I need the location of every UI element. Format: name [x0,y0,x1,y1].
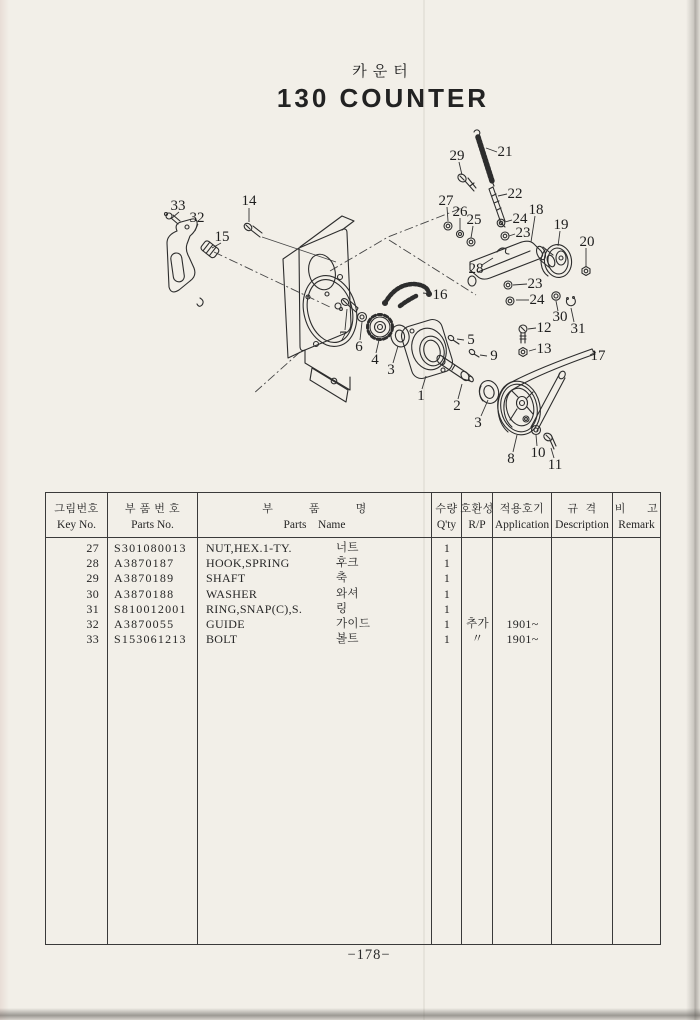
table-cell-rp: 〃 [471,633,484,646]
table-cell-remark [613,617,660,632]
table-cell-key: 33 [86,632,99,647]
column-header-application [493,493,551,538]
part-callout-11: 11 [547,457,563,473]
part-callout-16: 16 [432,287,448,303]
part-9-screw [468,348,479,357]
part-24-washer-lower [506,297,514,305]
exploded-parts-diagram [130,118,620,490]
header-key-en: Key No. [57,518,96,531]
header-qty-en: Q'ty [436,518,457,531]
part-callout-18: 18 [528,202,544,218]
table-cell-remark [613,541,660,556]
table-cell-rp [462,587,493,602]
column-rp [462,493,493,944]
part-19-idler-pulley [541,243,574,279]
header-qty-kr: 수량 [435,502,458,515]
part-21-spring [474,130,494,186]
part-callout-29: 29 [449,148,465,164]
table-cell-desc [552,602,613,617]
part-callout-10: 10 [530,445,546,461]
table-cell-desc [552,571,613,586]
column-header-key-no [46,493,107,538]
part-callout-32: 32 [189,210,205,226]
table-cell-parts_no: A3870188 [114,586,175,601]
column-application [493,493,552,944]
part-callout-8: 8 [507,451,515,467]
part-1-housing [399,317,455,381]
header-application-kr: 적용호기 [499,502,545,515]
column-remark [613,493,660,944]
part-29-screw [456,172,476,191]
part-32-guide [167,219,203,306]
table-cell-rp [462,556,493,571]
part-callout-12: 12 [536,320,552,336]
table-cell-parts_no: S153061213 [114,632,187,647]
part-13-nut [519,348,527,357]
part-30-washer [552,292,560,300]
part-callout-23: 23 [515,225,531,241]
part-callout-25: 25 [466,212,482,228]
table-cell-name: GUIDE 가이드 [206,616,371,631]
table-cell-app: 1901~ [506,616,539,631]
column-header-parts-name [198,493,431,538]
page-title-korean: 카운터 [352,63,414,80]
column-header-qty [432,493,461,538]
table-cell-qty: 1 [443,601,451,616]
table-cell-remark [613,587,660,602]
table-cell-desc [552,632,613,647]
table-cell-key: 29 [86,571,99,586]
column-description [552,493,613,944]
table-cell-qty: 1 [443,632,451,647]
table-cell-app [493,556,552,571]
part-callout-21: 21 [497,144,513,160]
table-cell-app [493,571,552,586]
column-key-no [46,493,108,944]
part-callout-24: 24 [512,211,528,227]
table-cell-rp [462,541,493,556]
header-parts-name-kr: 부 품 명 [262,502,367,515]
header-description-en: Description [555,518,609,531]
table-cell-remark [613,571,660,586]
header-rp-en: R/P [468,518,486,531]
part-callout-9: 9 [490,348,498,364]
table-cell-qty: 1 [443,586,451,601]
part-callout-26: 26 [452,204,468,220]
part-25-washer [467,238,475,246]
table-cell-desc [552,587,613,602]
part-callout-22: 22 [507,186,523,202]
table-cell-app: 1901~ [506,632,539,647]
table-cell-key: 31 [86,601,99,616]
table-cell-app [493,587,552,602]
table-cell-qty: 1 [443,556,451,571]
part-callout-28: 28 [468,261,484,277]
part-16-chain [383,284,432,306]
parts-table [45,492,661,945]
header-parts-no-en: Parts No. [131,518,174,531]
table-cell-parts_no: A3870055 [114,616,175,631]
part-callout-15: 15 [214,229,230,245]
table-cell-desc [552,541,613,556]
header-key-kr: 그림번호 [54,502,99,515]
part-callout-33: 33 [170,198,186,214]
part-callout-2: 2 [453,398,461,414]
part-callout-5: 5 [467,332,475,348]
table-cell-key: 27 [86,541,99,555]
table-cell-remark [613,632,660,647]
part-callout-14: 14 [241,193,257,209]
table-cell-remark [613,602,660,617]
part-callout-19: 19 [553,217,569,233]
table-cell-parts_no: A3870187 [114,556,175,571]
part-callout-6: 6 [355,339,363,355]
part-callout-27: 27 [438,193,454,209]
part-callout-13: 13 [536,341,552,357]
table-cell-remark [613,556,660,571]
column-header-parts-no [108,493,197,538]
part-20-nut [582,267,590,276]
part-callout-23: 23 [527,276,543,292]
header-application-en: Application [494,518,550,531]
part-4-sprocket [368,315,393,340]
table-cell-name: WASHER 와셔 [206,586,359,601]
part-callout-4: 4 [371,352,379,368]
part-callout-20: 20 [579,234,595,250]
table-cell-parts_no: S810012001 [114,601,187,616]
page-number: −178− [347,947,391,963]
part-callout-3: 3 [474,415,482,431]
part-callout-7: 7 [339,329,347,345]
table-cell-parts_no: A3870189 [114,571,175,586]
part-6-washer [358,313,367,322]
part-callout-31: 31 [570,321,586,337]
part-23-washer-lower [504,281,512,289]
table-cell-name: SHAFT 축 [206,571,348,586]
table-cell-key: 32 [86,616,99,631]
table-cell-qty: 1 [443,541,451,555]
scan-edge-bottom [0,1008,700,1020]
table-cell-name: NUT,HEX.1-TY. 너트 [206,541,359,555]
table-cell-name: HOOK,SPRING 후크 [206,556,359,571]
table-cell-app [493,541,552,556]
table-cell-desc [552,556,613,571]
header-description-kr: 규 격 [567,502,597,515]
scan-edge-left [0,0,9,1020]
part-22-rod [489,187,505,227]
header-parts-no-kr: 부 품 번 호 [124,502,181,515]
column-header-rp [462,493,492,538]
part-callout-3: 3 [387,362,395,378]
table-cell-rp [462,571,493,586]
table-cell-key: 28 [86,556,99,571]
column-header-description [552,493,612,538]
table-cell-app [493,602,552,617]
part-callout-30: 30 [552,309,568,325]
page-title: 130 COUNTER [276,83,490,113]
header-remark-kr: 비 고 [614,502,659,515]
column-parts-no [108,493,198,944]
part-31-snap-ring [566,297,575,306]
scan-edge-right [686,0,700,1020]
table-cell-rp: 추가 [466,617,489,630]
table-cell-name: BOLT 볼트 [206,632,359,647]
column-header-remark [613,493,660,538]
table-cell-qty: 1 [443,571,451,586]
header-rp-kr: 호환성 [460,502,494,515]
table-cell-desc [552,617,613,632]
part-callout-1: 1 [417,388,425,404]
part-callout-17: 17 [590,348,606,364]
table-cell-qty: 1 [443,616,451,631]
part-callout-24: 24 [529,292,545,308]
title-block [33,60,700,114]
part-14-screw [243,222,262,237]
header-remark-en: Remark [618,518,655,531]
header-parts-name-en: Parts Name [283,518,346,531]
part-26-washer [457,231,464,238]
column-parts-name [198,493,432,944]
part-12-screw [519,325,527,343]
part-23-washer-upper [501,232,509,240]
bracket-plate [283,216,354,402]
table-cell-parts_no: S301080013 [114,541,187,555]
table-cell-rp [462,602,493,617]
table-cell-name: RING,SNAP(C),S. 링 [206,601,348,616]
table-cell-key: 30 [86,586,99,601]
part-27-nut [444,222,452,230]
